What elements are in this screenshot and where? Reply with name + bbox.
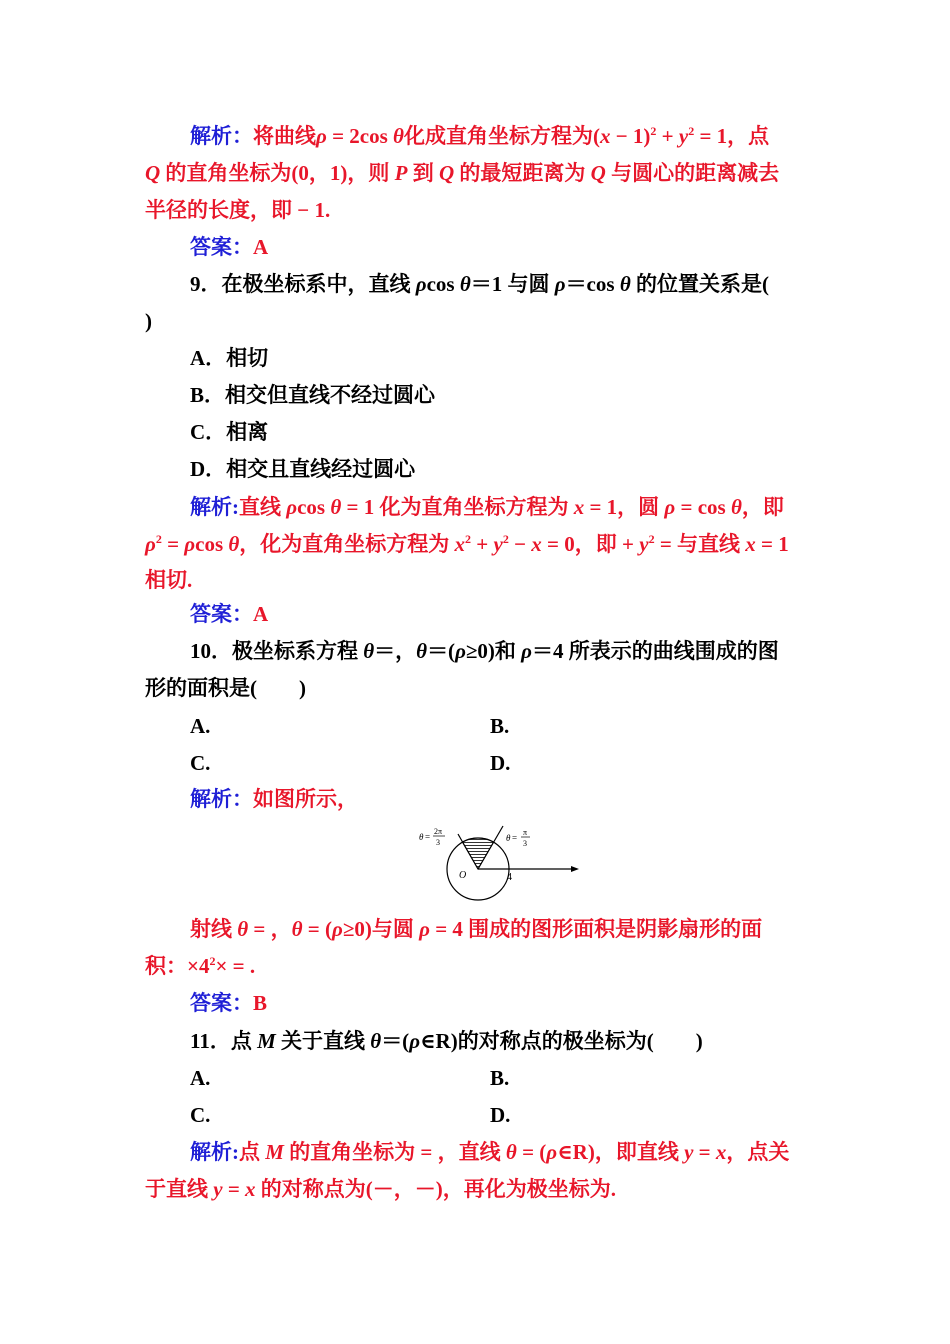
q10-analysis-line-1: 解析：如图所示，	[190, 787, 358, 811]
q9-stem: 9．在极坐标系中，直线 ρcos θ＝1 与圆 ρ＝cos θ 的位置关系是(	[190, 272, 769, 296]
q9-stem-close: )	[145, 309, 152, 333]
fig-label-left-theta: θ	[419, 832, 424, 842]
fig-label-origin: O	[459, 870, 467, 881]
polar-axis-arrow	[571, 866, 579, 872]
fig-label-right-theta: θ	[506, 833, 511, 843]
q11-option-c: C.	[190, 1103, 211, 1127]
q11-analysis-line-2: 于直线 y = x 的对称点为(－，－)，再化为极坐标为.	[145, 1177, 617, 1201]
q10-options-row-1	[190, 712, 510, 740]
answer-label: 答案：	[190, 235, 253, 259]
q10-option-c: C.	[190, 751, 211, 775]
fig-label-left-num: 2π	[434, 827, 443, 836]
q11-options-row-2	[190, 1101, 511, 1129]
q10-analysis-line-3: 积：$\times 4^2\times$ = .	[145, 954, 256, 978]
q10-analysis-line-2: 射线 θ = ，θ = (ρ≥0)与圆 ρ = 4 围成的图形面积是阴影扇形的面	[190, 917, 763, 941]
q10-option-d: D.	[490, 751, 511, 775]
q11-options-row-1	[190, 1064, 510, 1092]
q9-answer: 答案：A	[190, 602, 269, 626]
q10-answer: 答案：B	[190, 991, 268, 1015]
q11-option-a: A.	[190, 1066, 211, 1090]
fig-label-right-den: 3	[523, 839, 527, 848]
q8-analysis-line-1: 解析：将曲线ρ = 2cos θ化成直角坐标方程为$(x - 1)^2 + y^2 = 1$，点	[190, 124, 770, 148]
q8-analysis-line-2: Q 的直角坐标为(0，1)，则 P 到 Q 的最短距离为 Q 与圆心的距离减去	[145, 161, 780, 185]
analysis-label: 解析:	[190, 495, 239, 519]
polar-sector-figure	[417, 820, 582, 905]
q10-options-row-2	[190, 749, 511, 777]
q11-option-d: D.	[490, 1103, 511, 1127]
q8-answer: 答案：A	[190, 235, 269, 259]
q11-analysis-line-1: 解析:点 M 的直角坐标为 = ，直线 θ = (ρ∈R)，即直线 y = x，点关	[190, 1140, 790, 1164]
fig-label-left-den: 3	[436, 838, 440, 847]
analysis-label: 解析:	[190, 1140, 239, 1164]
fig-label-right-eq: =	[512, 833, 518, 843]
q9-analysis-line-2: $\rho^2 = \rho\cos$ θ，化为直角坐标方程为 $x^2 + y^2 - x = 0$，即 + $y^2$ = 与直线 x = 1	[145, 532, 789, 556]
q9-option-d: D．相交且直线经过圆心	[190, 457, 416, 481]
q9-option-c: C．相离	[190, 420, 269, 444]
q9-option-b: B．相交但直线不经过圆心	[190, 383, 436, 407]
fig-label-radius: 4	[507, 872, 512, 883]
answer-label: 答案：	[190, 602, 253, 626]
q10-stem: 10．极坐标系方程 θ＝，θ＝(ρ≥0)和 ρ＝4 所表示的曲线围成的图	[190, 639, 779, 663]
q11-option-b: B.	[490, 1066, 510, 1090]
q9-analysis-line-1: 解析:直线 ρcos θ = 1 化为直角坐标方程为 x = 1，圆 ρ = cos θ，即	[190, 495, 784, 519]
q9-analysis-line-3: 相切.	[145, 568, 193, 592]
fig-label-left-eq: =	[425, 832, 431, 842]
shaded-sector	[463, 838, 494, 869]
q10-option-b: B.	[490, 714, 510, 738]
analysis-label: 解析：	[190, 124, 253, 148]
q8-analysis-line-3: 半径的长度，即 − 1.	[145, 198, 331, 222]
q9-option-a: A．相切	[190, 346, 269, 370]
q11-stem: 11．点 M 关于直线 θ＝(ρ∈R)的对称点的极坐标为( )	[190, 1029, 703, 1053]
answer-label: 答案：	[190, 991, 253, 1015]
fig-label-right-num: π	[523, 828, 528, 837]
analysis-label: 解析：	[190, 787, 253, 811]
q10-stem-line-2: 形的面积是( )	[145, 676, 306, 700]
q10-option-a: A.	[190, 714, 211, 738]
